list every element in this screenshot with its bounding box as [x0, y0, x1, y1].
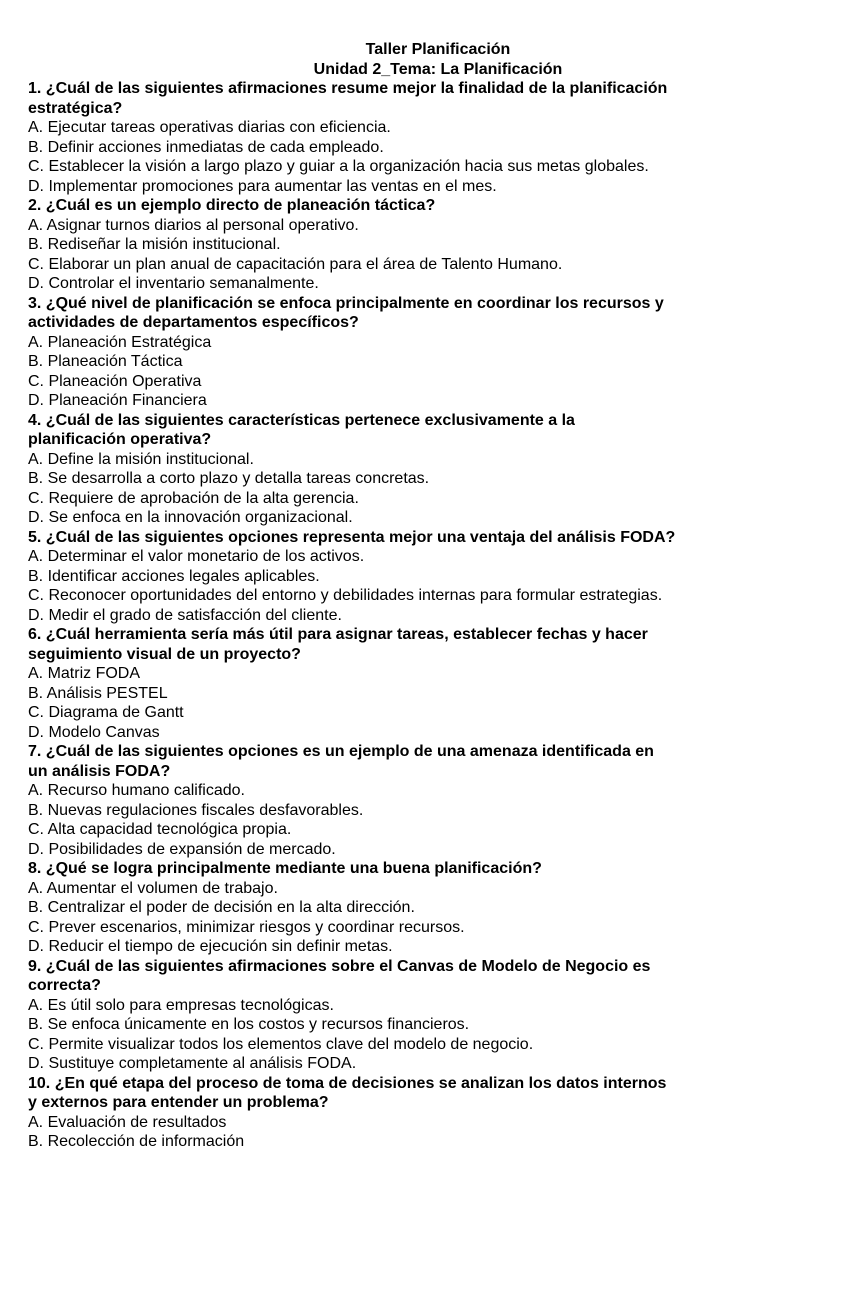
question-block: [28, 859, 828, 957]
question-block: [28, 742, 828, 859]
question-text: y externos para entender un problema?: [28, 1094, 329, 1111]
answer-option: B. Rediseñar la misión institucional.: [28, 236, 281, 253]
answer-option: B. Definir acciones inmediatas de cada empleado.: [28, 138, 384, 156]
document-header: [48, 40, 828, 79]
answer-option: C. Prever escenarios, minimizar riesgos y coordinar recursos.: [28, 918, 465, 936]
answer-option: A. Planeación Estratégica: [28, 333, 212, 351]
answer-option: B. Se enfoca únicamente en los costos y recursos financieros.: [28, 1016, 470, 1033]
question-text: estratégica?: [28, 99, 123, 117]
answer-option: A. Evaluación de resultados: [28, 1113, 227, 1131]
answer-option: D. Modelo Canvas: [28, 723, 160, 741]
answer-option: B. Recolección de información: [28, 1133, 245, 1150]
answer-option: D. Posibilidades de expansión de mercado.: [28, 840, 336, 858]
question-block: [28, 196, 828, 294]
answer-option: C. Establecer la visión a largo plazo y guiar a la organización hacia sus metas globales.: [28, 158, 649, 175]
question-text: 10. ¿En qué etapa del proceso de toma de decisiones se analizan los datos internos: [28, 1074, 667, 1092]
answer-option: D. Sustituye completamente al análisis FODA.: [28, 1055, 357, 1072]
question-list: [28, 79, 828, 1152]
question-block: [28, 294, 828, 411]
question-block: [28, 528, 828, 626]
answer-option: B. Planeación Táctica: [28, 353, 183, 370]
question-text: seguimiento visual de un proyecto?: [28, 645, 301, 663]
answer-option: D. Medir el grado de satisfacción del cliente.: [28, 606, 342, 624]
answer-option: C. Requiere de aprobación de la alta gerencia.: [28, 489, 359, 507]
question-block: [28, 625, 828, 742]
answer-option: C. Permite visualizar todos los elementos clave del modelo de negocio.: [28, 1035, 534, 1053]
answer-option: D. Controlar el inventario semanalmente.: [28, 275, 319, 292]
answer-option: B. Nuevas regulaciones fiscales desfavorables.: [28, 801, 364, 819]
question-text: un análisis FODA?: [28, 762, 171, 780]
question-text: planificación operativa?: [28, 431, 212, 448]
answer-option: C. Elaborar un plan anual de capacitación para el área de Talento Humano.: [28, 255, 563, 273]
answer-option: B. Se desarrolla a corto plazo y detalla tareas concretas.: [28, 470, 430, 487]
question-block: [28, 411, 828, 528]
answer-option: A. Matriz FODA: [28, 665, 141, 682]
question-text: actividades de departamentos específicos?: [28, 314, 359, 331]
answer-option: B. Análisis PESTEL: [28, 684, 168, 702]
answer-option: D. Se enfoca en la innovación organizacional.: [28, 509, 353, 526]
answer-option: B. Identificar acciones legales aplicables.: [28, 567, 320, 585]
answer-option: A. Asignar turnos diarios al personal operativo.: [28, 216, 359, 234]
question-text: correcta?: [28, 977, 101, 994]
answer-option: A. Aumentar el volumen de trabajo.: [28, 879, 278, 897]
question-text: 3. ¿Qué nivel de planificación se enfoca principalmente en coordinar los recursos y: [28, 294, 664, 312]
answer-option: D. Reducir el tiempo de ejecución sin definir metas.: [28, 938, 393, 955]
answer-option: D. Implementar promociones para aumentar las ventas en el mes.: [28, 177, 497, 195]
question-text: 5. ¿Cuál de las siguientes opciones representa mejor una ventaja del análisis FODA?: [28, 528, 676, 546]
question-text: 8. ¿Qué se logra principalmente mediante una buena planificación?: [28, 860, 542, 877]
question-block: [28, 79, 828, 196]
document-subtitle: Unidad 2_Tema: La Planificación: [313, 60, 563, 78]
answer-option: A. Recurso humano calificado.: [28, 782, 245, 799]
answer-option: A. Ejecutar tareas operativas diarias con eficiencia.: [28, 119, 391, 136]
answer-option: C. Alta capacidad tecnológica propia.: [28, 821, 292, 838]
question-text: 9. ¿Cuál de las siguientes afirmaciones sobre el Canvas de Modelo de Negocio es: [28, 957, 651, 975]
document-title: Taller Planificación: [365, 41, 511, 58]
question-text: 6. ¿Cuál herramienta sería más útil para asignar tareas, establecer fechas y hacer: [28, 626, 648, 643]
question-text: 4. ¿Cuál de las siguientes características pertenece exclusivamente a la: [28, 411, 575, 429]
answer-option: A. Determinar el valor monetario de los activos.: [28, 548, 365, 565]
answer-option: A. Define la misión institucional.: [28, 450, 254, 468]
answer-option: D. Planeación Financiera: [28, 392, 207, 409]
question-text: 2. ¿Cuál es un ejemplo directo de planeación táctica?: [28, 197, 436, 214]
document-page: [28, 40, 828, 1152]
question-text: 7. ¿Cuál de las siguientes opciones es un ejemplo de una amenaza identificada en: [28, 743, 654, 760]
answer-option: A. Es útil solo para empresas tecnológicas.: [28, 996, 334, 1014]
question-block: [28, 1074, 828, 1152]
question-block: [28, 957, 828, 1074]
answer-option: C. Diagrama de Gantt: [28, 704, 184, 721]
answer-option: C. Planeación Operativa: [28, 372, 202, 390]
question-text: 1. ¿Cuál de las siguientes afirmaciones resume mejor la finalidad de la planificación: [28, 80, 668, 97]
answer-option: C. Reconocer oportunidades del entorno y debilidades internas para formular estrategias.: [28, 587, 663, 604]
answer-option: B. Centralizar el poder de decisión en la alta dirección.: [28, 899, 415, 916]
